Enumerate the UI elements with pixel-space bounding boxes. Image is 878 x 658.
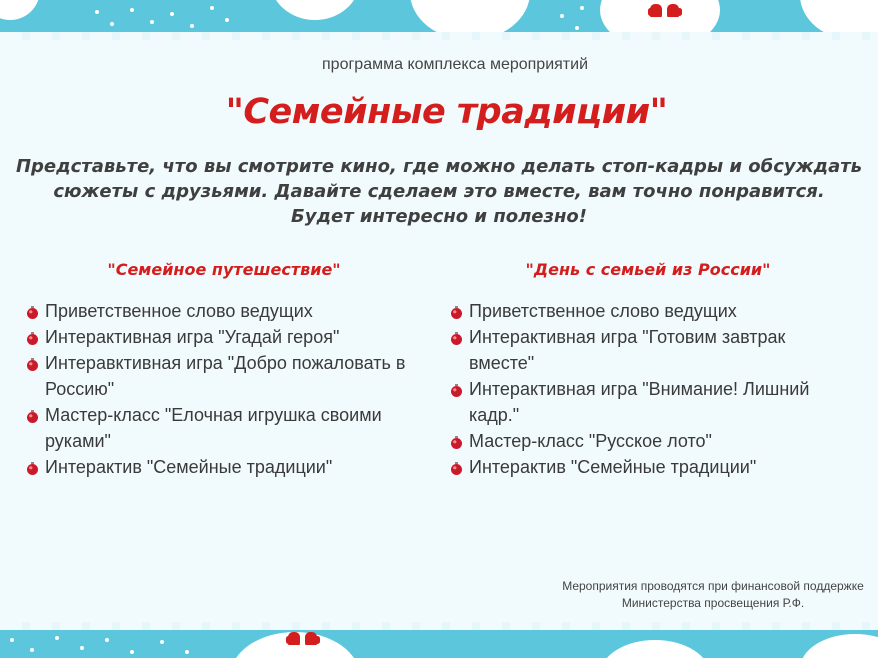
list-item [448, 298, 848, 324]
snow-blob [600, 640, 710, 658]
snow-dot [105, 638, 109, 642]
list-item [448, 428, 848, 454]
page-subtitle: программа комплекса мероприятий [322, 56, 588, 73]
program-list [448, 298, 848, 480]
funding-note-line: Министерства просвещения Р.Ф. [621, 596, 805, 610]
program-heading: "Семейное путешествие" [107, 260, 341, 279]
list-item [448, 376, 848, 428]
mittens-icon [648, 2, 682, 24]
list-item-text: Приветственное слово ведущих [45, 301, 313, 321]
snow-dot [150, 20, 154, 24]
program-heading: "День с семьей из России" [525, 260, 771, 279]
intro-text [0, 154, 878, 229]
intro-line: сюжеты с друзьями. Давайте сделаем это вместе, вам точно понравится. [53, 181, 825, 202]
snow-dot [560, 14, 564, 18]
funding-note [540, 578, 878, 612]
intro-line: Будет интересно и полезно! [291, 206, 587, 227]
christmas-ornament-icon [26, 462, 39, 475]
snow-dot [170, 12, 174, 16]
list-item-text: Приветственное слово ведущих [469, 301, 737, 321]
list-item [24, 402, 424, 454]
snow-dot [130, 650, 134, 654]
program-list [24, 298, 424, 480]
list-item [24, 324, 424, 350]
list-item [24, 350, 424, 402]
christmas-ornament-icon [26, 358, 39, 371]
list-item-text: Интерактив "Семейные традиции" [469, 457, 757, 477]
snow-dot [185, 650, 189, 654]
list-item-text: Интеравктивная игра "Добро пожаловать в Россию" [45, 353, 406, 399]
list-item [448, 454, 848, 480]
snow-dot [55, 636, 59, 640]
snow-blob [270, 0, 360, 20]
page-title: "Семейные традиции" [225, 92, 668, 132]
list-item-text: Интерактив "Семейные традиции" [45, 457, 333, 477]
list-item-text: Мастер-класс "Русское лото" [469, 431, 712, 451]
list-item-text: Интерактивная игра "Угадай героя" [45, 327, 340, 347]
snow-dot [80, 646, 84, 650]
list-item-text: Мастер-класс "Елочная игрушка своими руками" [45, 405, 382, 451]
funding-note-line: Мероприятия проводятся при финансовой поддержке [562, 579, 864, 593]
snow-dot [160, 640, 164, 644]
snow-dot [30, 648, 34, 652]
mittens-icon [286, 630, 320, 654]
intro-line: Представьте, что вы смотрите кино, где можно делать стоп-кадры и обсуждать [15, 156, 863, 177]
list-item [24, 298, 424, 324]
program-day-with-family [448, 256, 848, 480]
list-item-text: Интерактивная игра "Внимание! Лишний кадр." [469, 379, 810, 425]
content-panel [0, 36, 878, 626]
snow-dot [95, 10, 99, 14]
snow-dot [110, 22, 114, 26]
snow-dot [580, 6, 584, 10]
christmas-ornament-icon [450, 306, 463, 319]
list-item [24, 454, 424, 480]
list-item-text: Интерактивная игра "Готовим завтрак вместе" [469, 327, 786, 373]
christmas-ornament-icon [26, 332, 39, 345]
christmas-ornament-icon [450, 332, 463, 345]
snow-dot [190, 24, 194, 28]
program-family-journey [24, 256, 424, 480]
list-item [448, 324, 848, 376]
snow-dot [10, 638, 14, 642]
christmas-ornament-icon [450, 384, 463, 397]
christmas-ornament-icon [26, 306, 39, 319]
snow-dot [575, 26, 579, 30]
christmas-ornament-icon [450, 436, 463, 449]
snow-dot [225, 18, 229, 22]
snow-blob [800, 634, 878, 658]
snowflake-icon: ✻ [860, 13, 871, 27]
snow-dot [210, 6, 214, 10]
christmas-ornament-icon [450, 462, 463, 475]
snow-blob [0, 0, 40, 20]
christmas-ornament-icon [26, 410, 39, 423]
snow-dot [130, 8, 134, 12]
